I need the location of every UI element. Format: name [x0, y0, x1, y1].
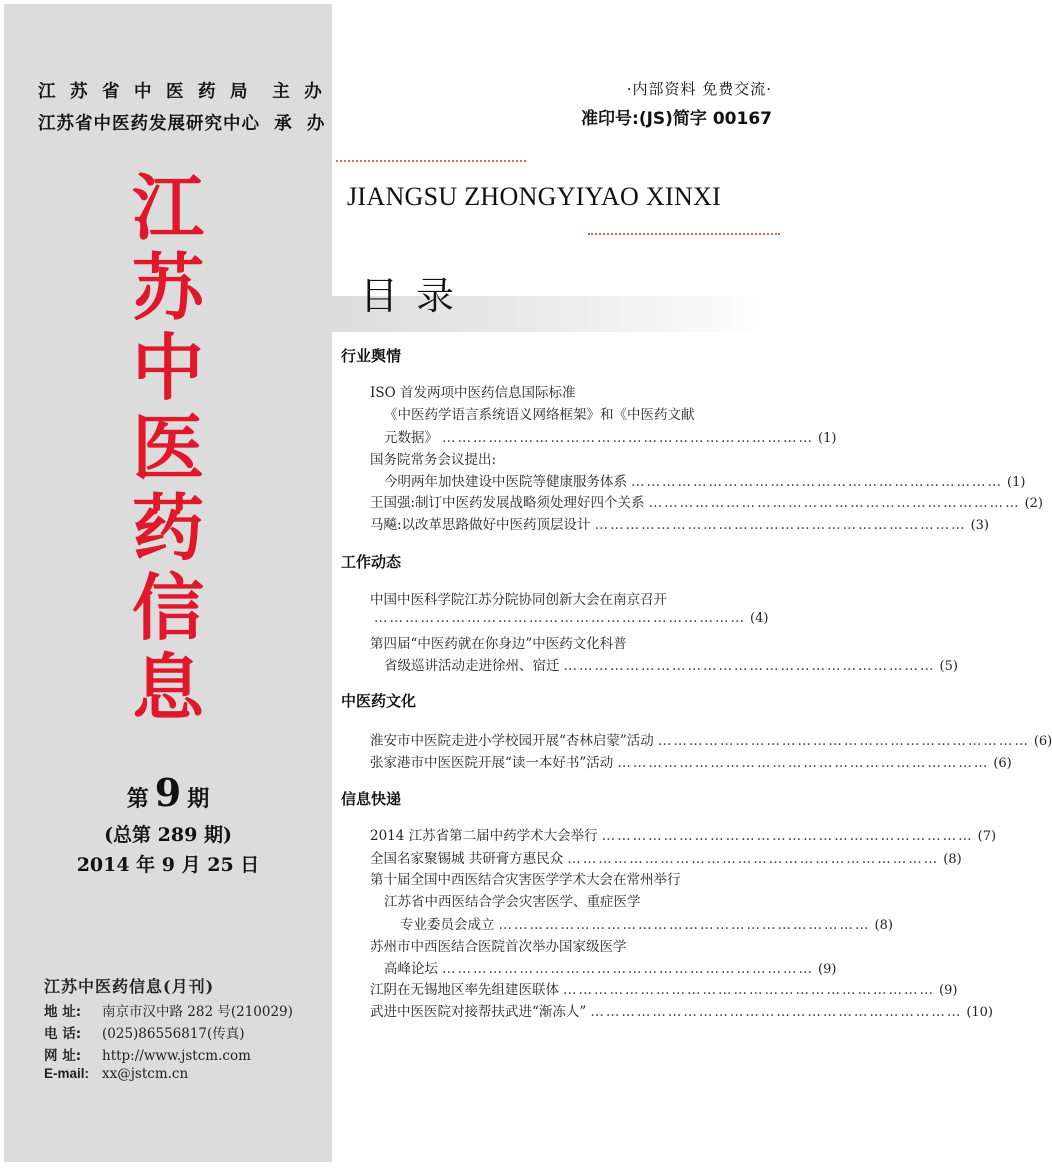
- toc-leader: ………………………………………………………………: [617, 755, 990, 771]
- contact-address: [44, 1000, 293, 1020]
- toc-page-number: (7): [977, 829, 997, 844]
- dotted-divider: [588, 233, 780, 235]
- toc-entry[interactable]: [370, 935, 740, 955]
- toc-section-title: 中医药文化: [341, 692, 417, 710]
- masthead-char: 息: [131, 645, 204, 730]
- toc-entry-text: 马飚:以改革思路做好中医药顶层设计: [370, 517, 591, 533]
- toc-page-number: (6): [993, 756, 1012, 771]
- print-permit-number: 准印号:(JS)简字 00167: [581, 109, 772, 129]
- masthead-char: 苏: [131, 245, 204, 330]
- toc-leader: ………………………………………………………………: [442, 961, 814, 977]
- toc-entry[interactable]: [370, 978, 958, 998]
- toc-leader: ………………………………………………………………: [648, 495, 1021, 511]
- toc-entry-text: 苏州市中西医结合医院首次举办国家级医学: [370, 939, 627, 955]
- toc-page-number: (9): [818, 962, 837, 977]
- toc-leader: ………………………………………………………………: [563, 982, 935, 998]
- toc-entry[interactable]: [384, 890, 740, 910]
- toc-entry-text: 全国名家聚锡城 共研膏方惠民众: [370, 851, 564, 867]
- toc-entry-text: 武进中医医院对接帮扶武进“渐冻人”: [370, 1004, 587, 1020]
- masthead-char: 药: [131, 485, 204, 570]
- toc-leader: ………………………………………………………………: [442, 430, 814, 446]
- toc-entry-text: 省级巡讲活动走进徐州、宿迁: [384, 658, 560, 674]
- masthead-char: 信: [131, 565, 204, 650]
- issue-number: [4, 770, 332, 815]
- toc-leader: ………………………………………………………………: [601, 828, 974, 844]
- masthead-char: 江: [131, 165, 204, 250]
- vertical-masthead-title: [118, 165, 218, 730]
- issue-prefix: 第: [126, 786, 149, 812]
- toc-page-number: (1): [818, 431, 837, 446]
- email-label: E-mail:: [44, 1066, 90, 1081]
- toc-entry-text: ISO 首发两项中医药信息国际标准: [370, 385, 576, 401]
- toc-entry-text: 江阴在无锡地区率先组建医联体: [370, 982, 559, 998]
- contact-email: [44, 1066, 188, 1082]
- toc-page-number: (1): [1007, 475, 1026, 490]
- toc-entry-text: 高峰论坛: [384, 961, 438, 977]
- toc-entry-text: 今明两年加快建设中医院等健康服务体系: [384, 474, 627, 490]
- toc-entry-text: 王国强:制订中医药发展战略须处理好四个关系: [370, 495, 645, 511]
- website-label: 网 址:: [44, 1048, 82, 1064]
- toc-entry-text: 江苏省中西医结合学会灾害医学、重症医学: [384, 894, 641, 910]
- contact-title: 江苏中医药信息(月刊): [44, 977, 215, 996]
- co-organizer-line: 江苏省中医药发展研究中心 承 办: [38, 114, 326, 134]
- toc-leader: ………………………………………………………………: [563, 658, 936, 674]
- toc-entry-text: 2014 江苏省第二届中药学术大会举行: [370, 828, 598, 844]
- toc-entry[interactable]: [370, 610, 769, 626]
- toc-entry[interactable]: [400, 913, 893, 933]
- toc-entry[interactable]: [370, 868, 740, 888]
- toc-entry[interactable]: [370, 588, 740, 608]
- toc-leader: ………………………………………………………………: [594, 517, 967, 533]
- dotted-divider: [336, 160, 526, 162]
- toc-entry[interactable]: [384, 654, 958, 674]
- issue-suffix: 期: [187, 786, 210, 812]
- toc-entry[interactable]: [370, 729, 1052, 749]
- issue-date: 2014 年 9 月 25 日: [76, 854, 260, 876]
- toc-entry[interactable]: [370, 491, 1043, 511]
- toc-entry-text: 第四届“中医药就在你身边”中医药文化科普: [370, 636, 627, 652]
- toc-page-number: (10): [966, 1005, 993, 1020]
- toc-entry-text: 淮安市中医院走进小学校园开展“杏林启蒙”活动: [370, 733, 654, 749]
- toc-leader: ………………………………………………………………: [657, 733, 1030, 749]
- toc-page-number: (8): [943, 852, 962, 867]
- toc-entry[interactable]: [384, 957, 837, 977]
- website-link[interactable]: http://www.jstcm.com: [102, 1048, 251, 1064]
- toc-entry[interactable]: [370, 751, 1012, 771]
- toc-page-number: (2): [1024, 496, 1043, 511]
- toc-page-number: (8): [874, 918, 893, 933]
- masthead-char: 中: [131, 325, 204, 410]
- toc-entry[interactable]: [370, 448, 740, 468]
- issue-num: 9: [154, 770, 182, 815]
- toc-entry-text: 第十届全国中西医结合灾害医学学术大会在常州举行: [370, 872, 681, 888]
- toc-entry[interactable]: [370, 381, 740, 401]
- phone-label: 电 话:: [44, 1026, 82, 1042]
- toc-section-title: 工作动态: [341, 553, 402, 571]
- organizer-line: 江 苏 省 中 医 药 局 主 办: [38, 82, 326, 102]
- toc-entry-text: 中国中医科学院江苏分院协同创新大会在南京召开: [370, 592, 667, 608]
- address-label: 地 址:: [44, 1004, 82, 1020]
- contact-phone: [44, 1022, 245, 1042]
- toc-entry[interactable]: [384, 403, 740, 423]
- toc-entry[interactable]: [370, 632, 740, 652]
- toc-page-number: (5): [939, 659, 958, 674]
- toc-entry[interactable]: [370, 513, 989, 533]
- toc-leader: ………………………………………………………………: [567, 851, 940, 867]
- toc-section-title: 行业舆情: [341, 347, 402, 365]
- toc-heading: 目录: [360, 274, 473, 318]
- masthead-char: 医: [131, 405, 204, 490]
- toc-page-number: (6): [1033, 734, 1052, 749]
- toc-leader: ………………………………………………………………: [590, 1004, 963, 1020]
- internal-material-note: ·内部资料 免费交流·: [626, 80, 772, 98]
- toc-entry-text: 元数据》: [384, 430, 438, 446]
- toc-entry-text: 国务院常务会议提出:: [370, 452, 497, 468]
- address-value: 南京市汉中路 282 号(210029): [102, 1004, 293, 1020]
- toc-page-number: (3): [970, 518, 989, 533]
- toc-leader: ………………………………………………………………: [498, 917, 871, 933]
- toc-entry-text: 《中医药学语言系统语义网络框架》和《中医药文献: [384, 407, 695, 423]
- toc-entry[interactable]: [384, 470, 1026, 490]
- phone-value: (025)86556817(传真): [102, 1026, 245, 1042]
- toc-entry[interactable]: [384, 426, 837, 446]
- email-link[interactable]: xx@jstcm.cn: [102, 1066, 189, 1082]
- toc-entry[interactable]: [370, 847, 962, 867]
- toc-leader: ………………………………………………………………: [374, 610, 746, 626]
- toc-page-number: (4): [750, 611, 769, 626]
- toc-entry-text: 专业委员会成立: [400, 917, 495, 933]
- toc-entry-text: 张家港市中医医院开展“读一本好书”活动: [370, 755, 614, 771]
- contact-website: [44, 1044, 251, 1064]
- toc-section-title: 信息快递: [341, 790, 402, 808]
- toc-entry[interactable]: [370, 824, 997, 844]
- toc-entry[interactable]: [370, 1000, 993, 1020]
- toc-leader: ………………………………………………………………: [631, 474, 1003, 490]
- total-issue: (总第 289 期): [104, 824, 232, 846]
- toc-page-number: (9): [939, 983, 958, 998]
- pinyin-title: JIANGSU ZHONGYIYAO XINXI: [347, 182, 722, 211]
